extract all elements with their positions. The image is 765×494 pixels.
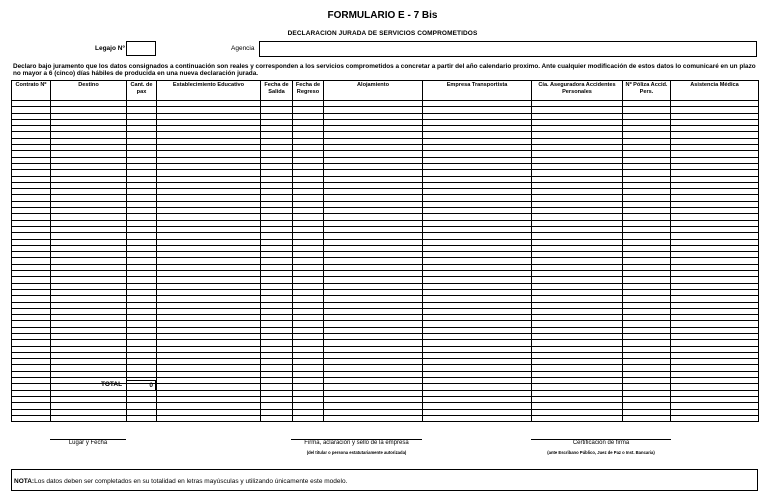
table-cell[interactable] bbox=[157, 415, 261, 421]
table-cell[interactable] bbox=[127, 415, 157, 421]
agencia-field[interactable] bbox=[259, 41, 757, 57]
table-cell[interactable] bbox=[261, 415, 293, 421]
column-header-aseguradora: Cía. Aseguradora Accidentes Personales bbox=[532, 81, 623, 101]
column-header-destino: Destino bbox=[51, 81, 127, 101]
certification-note: (ante Escribano Público, Juez de Paz o Inst. Bancaria) bbox=[547, 450, 655, 455]
table-cell[interactable] bbox=[671, 415, 759, 421]
table-cell[interactable] bbox=[51, 415, 127, 421]
company-signature-label: Firma, aclaración y sello de la empresa bbox=[304, 440, 409, 446]
place-date-label: Lugar y Fecha bbox=[68, 440, 108, 446]
column-header-fecha-regreso: Fecha de Regreso bbox=[293, 81, 324, 101]
table-cell[interactable] bbox=[423, 415, 532, 421]
table-header-row bbox=[12, 81, 759, 101]
nota-box bbox=[11, 469, 758, 491]
legajo-label: Legajo Nº bbox=[95, 45, 125, 52]
total-label: TOTAL bbox=[101, 381, 123, 388]
column-header-establecimiento: Establecimiento Educativo bbox=[157, 81, 261, 101]
form-title: FORMULARIO E - 7 Bis bbox=[327, 10, 438, 21]
declaration-text: Declaro bajo juramento que los datos consignados a continuación son reales y corresponden a los servicios comprometidos a concretar a partir del año calendario proximo. Ante cualquier modificación de estos datos lo comunicaré en un plazo no mayor a 6 (cinco) días hábiles de producida en una nueva declaración jurada. bbox=[13, 63, 756, 78]
column-header-empresa-transportista: Empresa Transportista bbox=[423, 81, 532, 101]
column-header-asistencia-medica: Asistencia Médica bbox=[671, 81, 759, 101]
table-cell[interactable] bbox=[532, 415, 623, 421]
legajo-field[interactable] bbox=[126, 41, 156, 56]
table-cell[interactable] bbox=[12, 415, 51, 421]
form-subtitle: DECLARACION JURADA DE SERVICIOS COMPROMETIDOS bbox=[287, 30, 478, 37]
column-header-cant-pax: Cant. de pax bbox=[127, 81, 157, 101]
column-header-alojamiento: Alojamiento bbox=[324, 81, 423, 101]
table-cell[interactable] bbox=[293, 415, 324, 421]
table-cell[interactable] bbox=[623, 415, 671, 421]
nota-text: Los datos deben ser completados en su totalidad en letras mayúsculas y utilizando únicamente este modelo. bbox=[34, 478, 348, 485]
table-body bbox=[12, 101, 759, 422]
nota-label: NOTA: bbox=[14, 478, 35, 485]
table-row bbox=[12, 415, 759, 421]
services-table bbox=[11, 80, 759, 422]
column-header-fecha-salida: Fecha de Salida bbox=[261, 81, 293, 101]
total-value: 0 bbox=[126, 380, 156, 391]
column-header-contrato: Contrato Nº bbox=[12, 81, 51, 101]
company-signature-note: (del titular o persona estatutariamente autorizada) bbox=[306, 450, 407, 455]
agencia-label: Agencia bbox=[231, 45, 255, 52]
column-header-poliza: Nº Póliza Accid. Pers. bbox=[623, 81, 671, 101]
certification-label: Certificación de firma bbox=[572, 440, 630, 446]
table-cell[interactable] bbox=[324, 415, 423, 421]
